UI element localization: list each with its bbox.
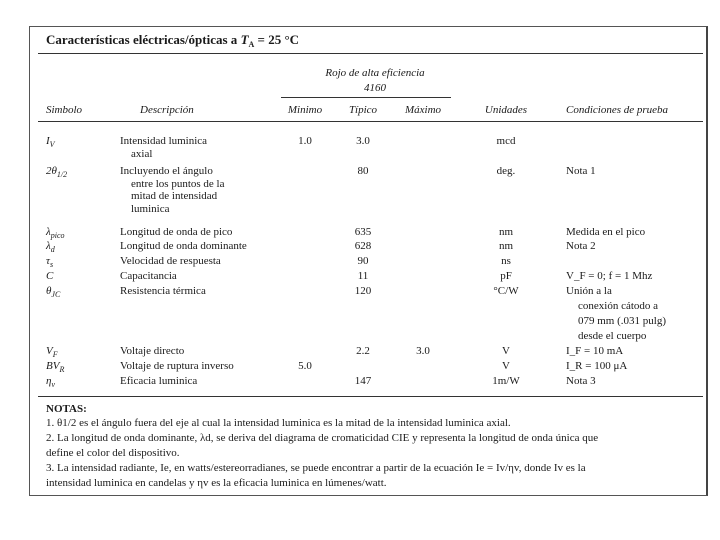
row-unit: °C/W <box>493 285 519 297</box>
row-typ: 80 <box>357 165 369 177</box>
row-symbol <box>46 240 106 256</box>
row-description: luminica <box>131 202 170 215</box>
notes-heading: NOTAS: <box>46 403 87 415</box>
row-unit: nm <box>498 240 514 252</box>
row-condition: conexión cátodo a <box>578 300 659 312</box>
col-description: Descripción <box>140 104 194 116</box>
symbol-main: λ <box>46 240 51 252</box>
col-symbol: Simbolo <box>46 104 83 116</box>
row-condition: Unión a la <box>566 285 612 297</box>
symbol-subscript: F <box>52 350 58 359</box>
row-condition: Medida en el pico <box>566 226 646 238</box>
notes-rule <box>38 396 703 397</box>
row-typ: 90 <box>357 255 369 267</box>
note-line-2: 2. La longitud de onda dominante, λd, se deriva del diagrama de cromaticidad CIE y representa la longitud de onda única que <box>46 432 599 444</box>
row-typ: 2.2 <box>356 345 370 357</box>
row-unit: deg. <box>496 165 516 177</box>
symbol-main: V <box>46 345 53 357</box>
row-min: 1.0 <box>298 135 312 147</box>
row-symbol <box>46 255 106 271</box>
symbol-main: C <box>46 270 54 282</box>
col-max: Máximo <box>404 104 442 116</box>
row-description: entre los puntos de la <box>131 177 225 190</box>
row-symbol <box>46 165 106 181</box>
note-line-5: intensidad luminica en candelas y ηv es la eficacia luminica en lúmenes/watt. <box>46 477 387 489</box>
row-unit: nm <box>498 226 514 238</box>
row-unit: V <box>502 360 510 372</box>
row-description: Intensidad luminica <box>120 135 208 147</box>
row-symbol <box>46 345 106 361</box>
row-max: 3.0 <box>416 345 430 357</box>
symbol-subscript: R <box>59 365 65 374</box>
row-symbol <box>46 285 106 301</box>
row-min: 5.0 <box>298 360 312 372</box>
row-condition: Nota 1 <box>566 165 596 177</box>
header-rule <box>38 121 703 122</box>
note-line-1: 1. θ1/2 es el ángulo fuera del eje al cual la intensidad luminica es la mitad de la intensidad luminica axial. <box>46 417 511 429</box>
col-conditions: Condiciones de prueba <box>566 104 669 116</box>
row-description: Eficacia luminica <box>120 375 198 387</box>
row-typ: 120 <box>354 285 372 297</box>
col-min: Minimo <box>287 104 323 116</box>
symbol-main: η <box>46 375 52 387</box>
row-typ: 3.0 <box>356 135 370 147</box>
col-typ: Típico <box>348 104 378 116</box>
row-condition: desde el cuerpo <box>578 330 647 342</box>
row-description: mitad de intensidad <box>131 190 218 202</box>
note-line-3: define el color del dispositivo. <box>46 447 180 459</box>
row-description: Longitud de onda de pico <box>120 226 233 238</box>
group-header-line2: 4160 <box>364 82 386 94</box>
row-condition: 079 mm (.031 pulg) <box>578 315 666 327</box>
note-line-4: 3. La intensidad radiante, Ie, en watts/estereorradianes, se puede encontrar a partir de la ecuación Ie = Iv/ηv, donde Iv es la <box>46 462 586 474</box>
row-typ: 635 <box>354 226 372 238</box>
row-typ: 147 <box>354 375 372 387</box>
row-condition: I_F = 10 mA <box>566 345 624 357</box>
row-description: Velocidad de respuesta <box>120 255 221 267</box>
row-symbol <box>46 375 106 391</box>
row-typ: 628 <box>354 240 372 252</box>
symbol-subscript: d <box>50 245 55 254</box>
symbol-subscript: pico <box>50 231 65 240</box>
row-condition: I_R = 100 μA <box>566 360 628 372</box>
table-title: Características eléctricas/ópticas a $T_A = 25$ °C <box>46 32 300 49</box>
row-symbol <box>46 360 106 376</box>
symbol-main: BV <box>46 360 60 372</box>
symbol-main: λ <box>46 226 51 238</box>
row-condition: Nota 3 <box>566 375 596 387</box>
row-symbol <box>46 135 106 151</box>
group-header-rule <box>281 97 451 98</box>
row-description: Longitud de onda dominante <box>120 240 247 252</box>
row-unit: 1m/W <box>492 375 520 387</box>
row-description: Incluyendo el ángulo <box>120 165 213 177</box>
symbol-subscript: 1/2 <box>56 170 68 179</box>
row-description: Voltaje directo <box>120 345 185 357</box>
title-rule <box>38 53 703 54</box>
group-header-line1: Rojo de alta eficiencia <box>325 67 425 79</box>
symbol-main: τ <box>46 255 50 267</box>
row-description: axial <box>131 147 153 160</box>
row-typ: 11 <box>357 270 369 282</box>
row-condition: Nota 2 <box>566 240 596 252</box>
symbol-subscript: s <box>49 260 54 269</box>
symbol-main: 2θ <box>46 165 57 177</box>
symbol-main: I <box>46 135 50 147</box>
row-unit: V <box>502 345 510 357</box>
symbol-main: θ <box>46 285 52 297</box>
row-description: Resistencia térmica <box>120 285 206 297</box>
row-description: Capacitancia <box>120 270 177 282</box>
symbol-subscript: V <box>49 140 55 149</box>
col-units: Unidades <box>484 104 528 116</box>
row-unit: ns <box>501 255 511 267</box>
row-description: Voltaje de ruptura inverso <box>120 360 234 372</box>
symbol-subscript: JC <box>51 290 61 299</box>
symbol-subscript: v <box>51 380 56 389</box>
row-unit: pF <box>500 270 512 282</box>
row-condition: V_F = 0; f = 1 Mhz <box>566 270 653 282</box>
row-unit: mcd <box>496 135 516 147</box>
row-symbol <box>46 270 106 282</box>
